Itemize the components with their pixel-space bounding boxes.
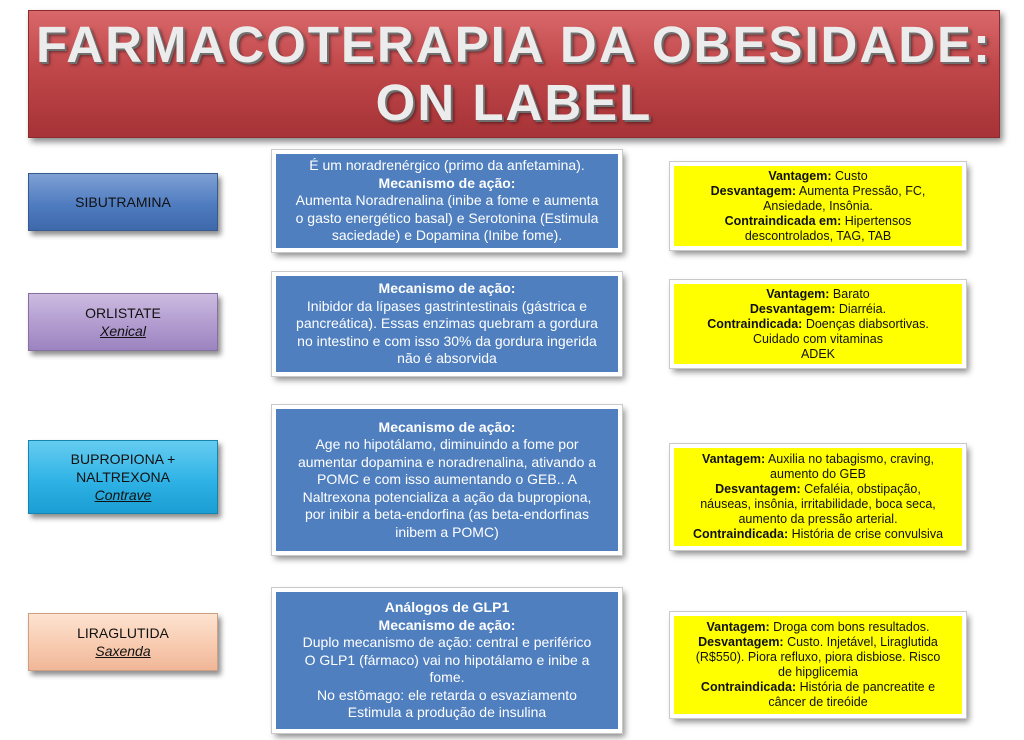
mechanism-line: É um noradrenérgico (primo da anfetamina). (309, 157, 585, 174)
note-label: Vantagem: (701, 452, 766, 466)
drug-label-orlistate (28, 293, 218, 351)
note-line-desvantagem (682, 302, 954, 317)
drug-name: NALTREXONA (76, 469, 170, 485)
note-label: Vantagem: (766, 286, 830, 301)
note-text: Droga com bons resultados. (769, 620, 930, 634)
note-line: de hipglicemia (778, 665, 858, 679)
mechanism-heading: Mecanismo de ação: (378, 174, 516, 191)
mechanism-line: o gasto energético basal) e Serotonina (Estimula (295, 209, 599, 226)
mechanism-line: Aumenta Noradrenalina (inibe a fome e aumenta (295, 192, 599, 209)
note-label: Desvantagem: (749, 301, 836, 316)
note-text: História de crise convulsiva (791, 527, 944, 541)
note-line: câncer de tireóide (768, 695, 868, 709)
note-line-contraindicada (682, 317, 954, 332)
note-text: Custo. Injetável, Liraglutida (783, 635, 938, 649)
note-text: Custo (835, 168, 868, 183)
mechanism-box-orlistate (272, 272, 622, 376)
note-label: Contraindicada: (700, 680, 797, 694)
mechanism-line: saciedade) e Dopamina (Inibe fome). (331, 227, 563, 244)
note-text: Hipertensos (844, 213, 912, 228)
mechanism-line: Inibidor da lípases gastrintestinais (gástrica e (306, 297, 588, 314)
drug-brand: Xenical (100, 323, 146, 339)
note-label: Vantagem: (706, 620, 770, 634)
mechanism-line: Estimula a produção de insulina (347, 704, 547, 721)
mechanism-line: O GLP1 (fármaco) vai no hipotálamo e inibe a (304, 651, 590, 668)
note-line-vantagem (682, 169, 954, 184)
drug-brand: Saxenda (95, 643, 151, 659)
note-line-vantagem (682, 287, 954, 302)
mechanism-heading: Análogos de GLP1 (384, 599, 510, 616)
note-text: Diarréia. (838, 301, 887, 316)
title-banner (28, 10, 1000, 138)
drug-name: ORLISTATE (85, 305, 161, 321)
mechanism-heading: Mecanismo de ação: (378, 280, 516, 297)
mechanism-line: pancreática). Essas enzimas quebram a gordura (296, 315, 598, 332)
notes-box-sibutramina (670, 162, 966, 250)
note-line-desvantagem (682, 635, 954, 650)
mechanism-line: POMC e com isso aumentando o GEB.. A (317, 471, 577, 488)
note-line-desvantagem (682, 482, 954, 497)
title-line-2: ON LABEL (375, 74, 653, 131)
note-line: (R$550). Piora refluxo, piora disbiose. Risco (695, 650, 941, 664)
mechanism-box-liraglutida (272, 588, 622, 733)
note-line-desvantagem (682, 184, 954, 199)
note-line: ADEK (800, 346, 836, 361)
note-line: aumento do GEB (770, 467, 866, 481)
drug-name: SIBUTRAMINA (75, 194, 171, 210)
note-label: Contraindicada: (707, 316, 803, 331)
note-text: Doenças diabsortivas. (805, 316, 929, 331)
mechanism-line: aumentar dopamina e noradrenalina, ativando a (297, 453, 597, 470)
note-line: descontrolados, TAG, TAB (744, 228, 892, 243)
notes-box-liraglutida (670, 612, 966, 718)
note-line: Cuidado com vitaminas (753, 331, 883, 346)
mechanism-line: não é absorvida (397, 350, 497, 367)
mechanism-line: Duplo mecanismo de ação: central e periférico (302, 634, 592, 651)
drug-label-sibutramina (28, 173, 218, 231)
note-text: Cefaléia, obstipação, (800, 482, 921, 496)
note-line-contraindicada (682, 214, 954, 229)
note-label: Contraindicada: (692, 527, 789, 541)
drug-name: BUPROPIONA + (70, 451, 176, 467)
drug-name: LIRAGLUTIDA (77, 625, 169, 641)
mechanism-heading: Mecanismo de ação: (378, 616, 516, 633)
mechanism-heading: Mecanismo de ação: (378, 418, 516, 435)
note-line: aumento da pressão arterial. (738, 512, 898, 526)
note-text: Aumenta Pressão, FC, (798, 183, 926, 198)
note-label: Contraindicada em: (724, 213, 842, 228)
note-text: Auxilia no tabagismo, craving, (767, 452, 935, 466)
note-line-vantagem (682, 452, 954, 467)
notes-box-orlistate (670, 280, 966, 368)
mechanism-line: Age no hipotálamo, diminuindo a fome por (315, 436, 579, 453)
note-text: Barato (832, 286, 870, 301)
mechanism-box-sibutramina (272, 150, 622, 252)
note-label: Desvantagem: (715, 482, 801, 496)
note-label: Desvantagem: (698, 635, 784, 649)
note-label: Vantagem: (768, 168, 832, 183)
notes-box-bupropiona (670, 444, 966, 550)
note-line-contraindicada (682, 527, 954, 542)
mechanism-box-bupropiona (272, 405, 622, 555)
note-line: náuseas, insônia, irritabilidade, boca seca, (700, 497, 936, 511)
note-text: História de pancreatite e (799, 680, 936, 694)
title-line-1: FARMACOTERAPIA DA OBESIDADE: (35, 16, 993, 73)
note-line: Ansiedade, Insônia. (763, 198, 873, 213)
mechanism-line: No estômago: ele retarda o esvaziamento (317, 686, 577, 703)
mechanism-line: no intestino e com isso 30% da gordura ingerida (297, 332, 597, 349)
drug-brand: Contrave (94, 487, 152, 503)
drug-label-bupropiona-naltrexona (28, 440, 218, 514)
note-line-contraindicada (682, 680, 954, 695)
note-line-vantagem (682, 620, 954, 635)
drug-label-liraglutida (28, 613, 218, 671)
mechanism-line: inibem a POMC) (395, 523, 499, 540)
mechanism-line: por inibir a beta-endorfina (as beta-endorfinas (304, 506, 590, 523)
mechanism-line: fome. (429, 669, 465, 686)
note-label: Desvantagem: (710, 183, 797, 198)
mechanism-line: Naltrexona potencializa a ação da bupropiona, (302, 488, 592, 505)
